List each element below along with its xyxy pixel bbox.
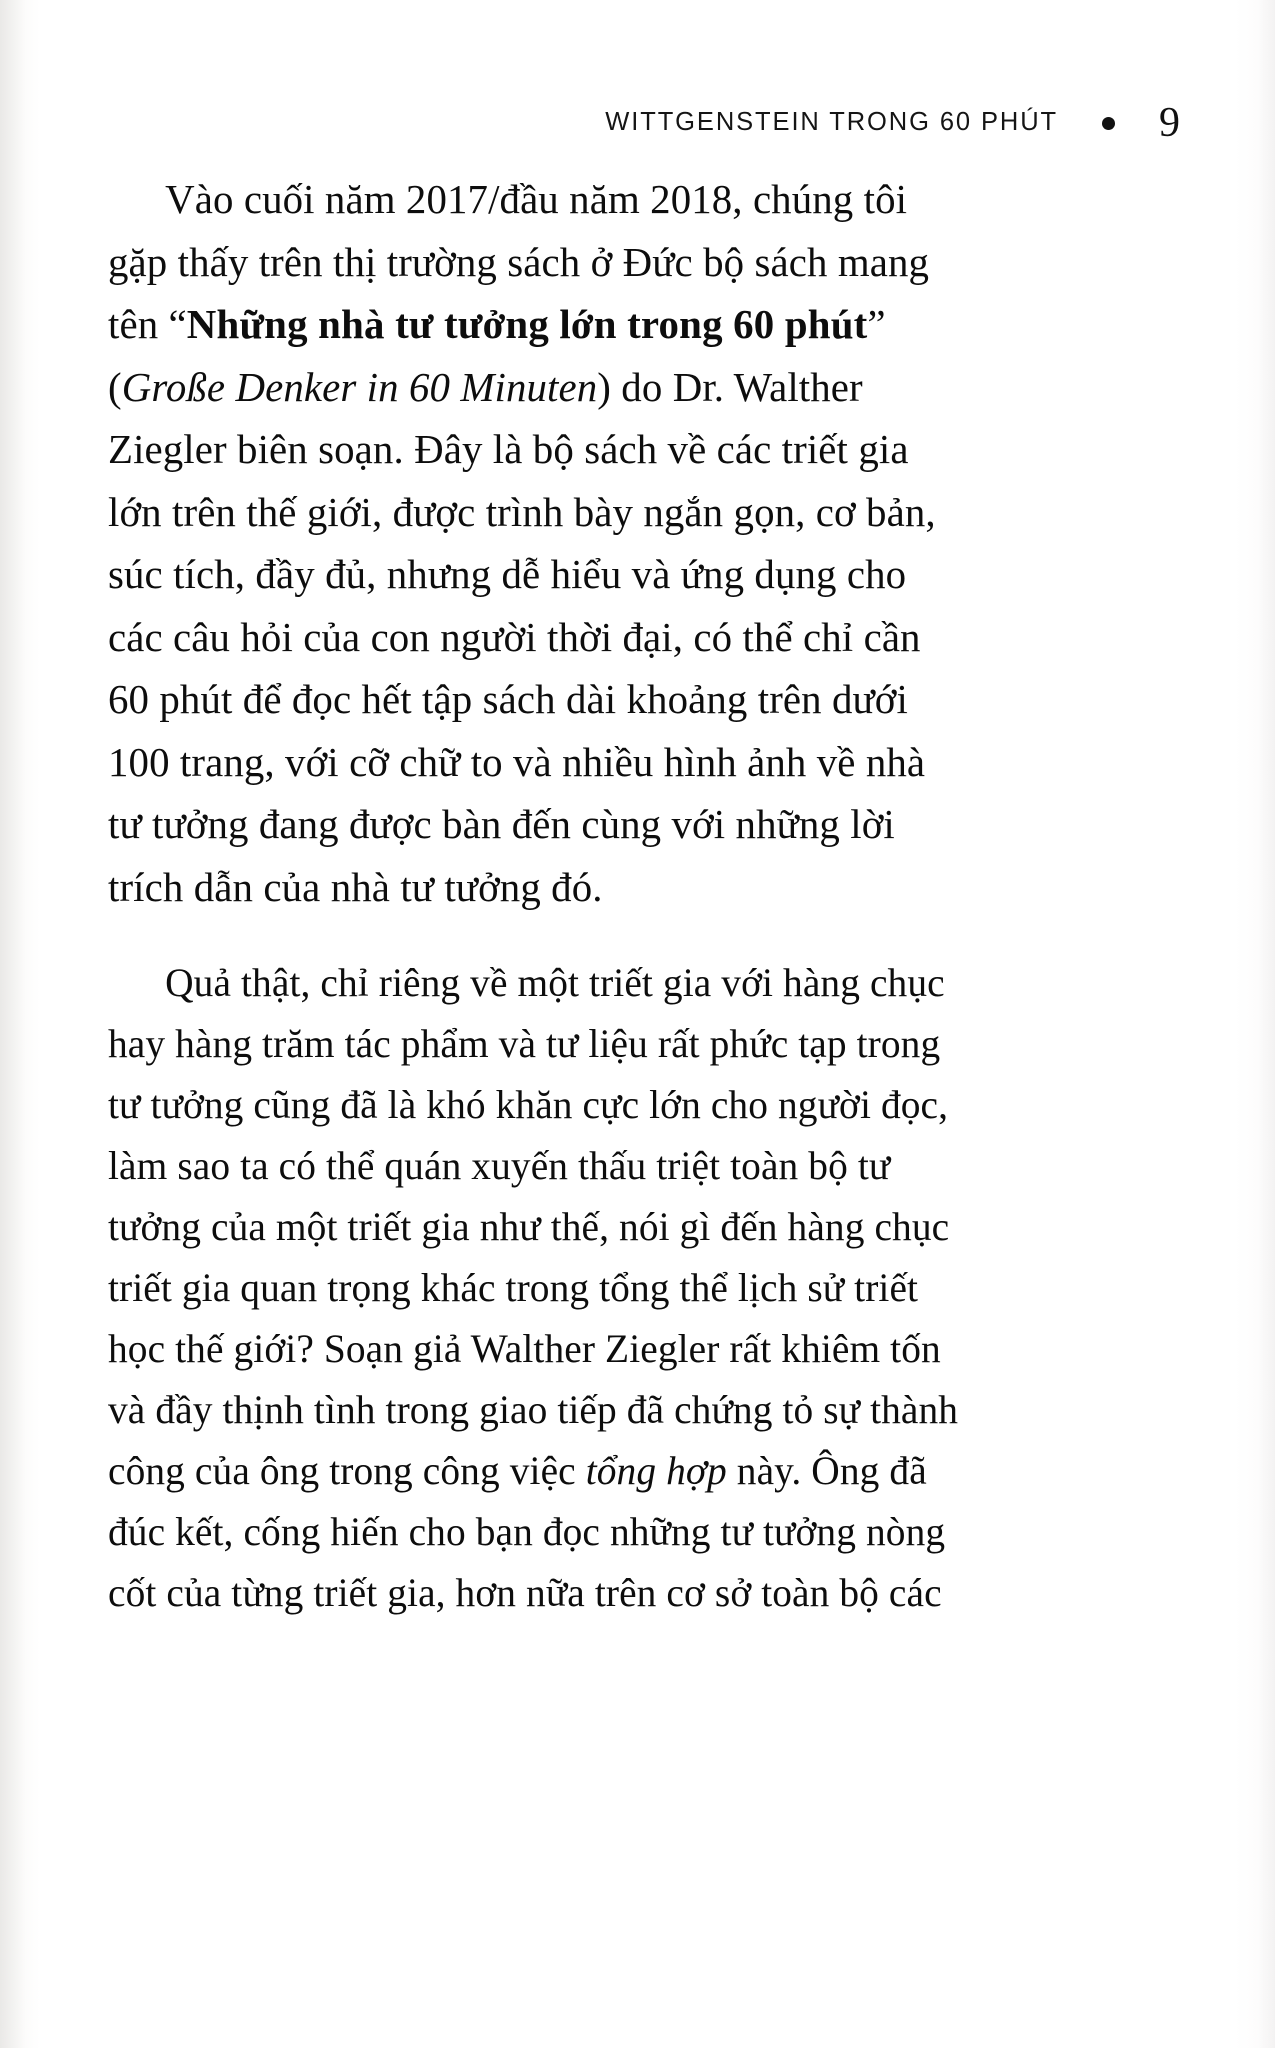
text-line [108, 231, 1157, 294]
text-line [108, 1318, 1157, 1379]
text-run: công của ông trong công việc [108, 1448, 586, 1493]
bullet-icon [1102, 117, 1115, 130]
scan-edge-shadow-right [1257, 0, 1275, 2048]
text-run: 60 phút để đọc hết tập sách dài khoảng trên dưới [108, 676, 908, 722]
text-run: ( [108, 363, 122, 410]
text-line [108, 606, 1157, 669]
text-line [108, 168, 1157, 231]
text-line [108, 1440, 1157, 1501]
text-line [108, 543, 1157, 606]
text-run: lớn trên thế giới, được trình bày ngắn gọn, cơ bản, [108, 488, 936, 535]
text-run: 100 trang, với cỡ chữ to và nhiều hình ảnh về nhà [108, 738, 926, 785]
text-line [108, 293, 1157, 356]
text-run: súc tích, đầy đủ, nhưng dễ hiểu và ứng dụng cho [108, 551, 907, 597]
text-line [108, 1562, 1157, 1623]
text-run: học thế giới? Soạn giả Walther Ziegler rất khiêm tốn [108, 1326, 941, 1371]
text-run: đúc kết, cống hiến cho bạn đọc những tư tưởng nòng [108, 1509, 946, 1554]
text-line [108, 1135, 1157, 1196]
text-line [108, 731, 1157, 794]
text-run: hay hàng trăm tác phẩm và tư liệu rất phức tạp trong [108, 1021, 941, 1066]
text-run: tưởng của một triết gia như thế, nói gì đến hàng chục [108, 1204, 950, 1249]
text-run: triết gia quan trọng khác trong tổng thể lịch sử triết [108, 1265, 919, 1310]
text-run: Ziegler biên soạn. Đây là bộ sách về các triết gia [108, 426, 909, 472]
text-line [108, 481, 1157, 544]
text-run: cốt của từng triết gia, hơn nữa trên cơ sở toàn bộ các [108, 1570, 942, 1615]
text-run: gặp thấy trên thị trường sách ở Đức bộ sách mang [108, 238, 930, 285]
text-line [108, 418, 1157, 481]
text-line [108, 1196, 1157, 1257]
text-run: Vào cuối năm 2017/đầu năm 2018, chúng tôi [165, 176, 908, 222]
running-head-title: WITTGENSTEIN TRONG 60 PHÚT [605, 108, 1058, 136]
text-line [108, 856, 1157, 919]
text-line [108, 356, 1157, 419]
text-line [108, 952, 1157, 1013]
text-line [108, 1257, 1157, 1318]
page-number: 9 [1159, 100, 1180, 146]
scan-edge-shadow-left [0, 0, 26, 2048]
text-run: và đầy thịnh tình trong giao tiếp đã chứng tỏ sự thành [108, 1387, 959, 1432]
italic-run: tổng hợp [585, 1448, 727, 1493]
text-run: này. Ông đã [726, 1448, 927, 1493]
paragraph-1 [108, 168, 1157, 918]
running-head [120, 96, 1180, 146]
text-line [108, 1379, 1157, 1440]
bold-run: Những nhà tư tưởng lớn trong 60 phút [186, 301, 868, 347]
text-run: Quả thật, chỉ riêng về một triết gia với hàng chục [165, 960, 945, 1005]
text-line [108, 668, 1157, 731]
text-line [108, 1013, 1157, 1074]
text-run: tư tưởng đang được bàn đến cùng với những lời [108, 801, 895, 847]
text-line [108, 1074, 1157, 1135]
text-run: tư tưởng cũng đã là khó khăn cực lớn cho người đọc, [108, 1082, 949, 1127]
text-run: trích dẫn của nhà tư tưởng đó. [108, 863, 603, 910]
italic-run: Große Denker in 60 Minuten [121, 363, 598, 410]
text-run: làm sao ta có thể quán xuyến thấu triệt toàn bộ tư [108, 1143, 891, 1188]
text-run: các câu hỏi của con người thời đại, có thể chỉ cần [108, 613, 921, 660]
text-line [108, 1501, 1157, 1562]
text-line [108, 793, 1157, 856]
text-run: tên “ [108, 301, 187, 347]
text-run: ) do Dr. Walther [597, 363, 863, 410]
body-text [108, 168, 1173, 1623]
paragraph-2 [108, 952, 1157, 1623]
text-run: ” [867, 301, 886, 347]
